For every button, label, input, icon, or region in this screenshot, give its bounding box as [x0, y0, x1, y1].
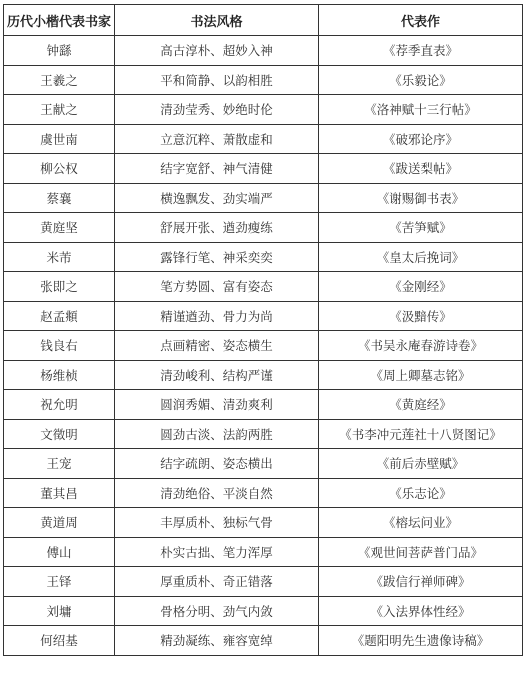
calligraphy-style: 立意沉粹、萧散虚和 [115, 124, 319, 154]
representative-work: 《破邪论序》 [319, 124, 523, 154]
table-row [4, 95, 523, 125]
representative-work: 《跋信行禅师碑》 [319, 567, 523, 597]
representative-work: 《谢赐御书表》 [319, 183, 523, 213]
calligraphy-style: 朴实古拙、笔力浑厚 [115, 537, 319, 567]
table-row [4, 449, 523, 479]
representative-work: 《乐志论》 [319, 478, 523, 508]
calligrapher-name: 王宠 [4, 449, 115, 479]
representative-work: 《乐毅论》 [319, 65, 523, 95]
representative-work: 《观世间菩萨普门品》 [319, 537, 523, 567]
calligrapher-name: 张即之 [4, 272, 115, 302]
table-row [4, 272, 523, 302]
calligrapher-name: 王羲之 [4, 65, 115, 95]
calligrapher-name: 蔡襄 [4, 183, 115, 213]
representative-work: 《题阳明先生遗像诗稿》 [319, 626, 523, 656]
table-row [4, 65, 523, 95]
table-row [4, 301, 523, 331]
calligraphy-style: 圆劲古淡、法韵两胜 [115, 419, 319, 449]
table-row [4, 154, 523, 184]
calligraphy-style: 清劲莹秀、妙绝时伦 [115, 95, 319, 125]
calligraphy-style: 精谨遒劲、骨力为尚 [115, 301, 319, 331]
table-row [4, 124, 523, 154]
representative-work: 《书李冲元莲社十八贤图记》 [319, 419, 523, 449]
calligrapher-name: 黄道周 [4, 508, 115, 538]
calligrapher-name: 刘墉 [4, 596, 115, 626]
calligraphy-style: 丰厚质朴、独标气骨 [115, 508, 319, 538]
calligrapher-name: 钟繇 [4, 36, 115, 66]
representative-work: 《洛神赋十三行帖》 [319, 95, 523, 125]
table-row [4, 537, 523, 567]
calligraphy-style: 骨格分明、劲气内敛 [115, 596, 319, 626]
header-calligrapher: 历代小楷代表书家 [4, 5, 115, 36]
calligraphy-style: 结字疏朗、姿态横出 [115, 449, 319, 479]
representative-work: 《荐季直表》 [319, 36, 523, 66]
table-row [4, 242, 523, 272]
table-row [4, 567, 523, 597]
calligraphy-style: 精劲凝练、雍容宽绰 [115, 626, 319, 656]
calligrapher-name: 柳公权 [4, 154, 115, 184]
calligraphy-style: 结字宽舒、神气清健 [115, 154, 319, 184]
table-row [4, 626, 523, 656]
table-row [4, 478, 523, 508]
calligraphy-style: 舒展开张、遒劲瘦练 [115, 213, 319, 243]
table-row [4, 390, 523, 420]
calligraphy-style: 横逸飘发、劲实端严 [115, 183, 319, 213]
representative-work: 《书吴永庵春游诗卷》 [319, 331, 523, 361]
table-row [4, 331, 523, 361]
calligrapher-name: 王铎 [4, 567, 115, 597]
calligraphy-style: 圆润秀媚、清劲爽利 [115, 390, 319, 420]
calligraphy-style: 厚重质朴、奇正错落 [115, 567, 319, 597]
calligraphy-style: 清劲绝俗、平淡自然 [115, 478, 319, 508]
calligraphy-style: 点画精密、姿态横生 [115, 331, 319, 361]
calligrapher-name: 傅山 [4, 537, 115, 567]
calligrapher-name: 何绍基 [4, 626, 115, 656]
calligraphy-style: 高古淳朴、超妙入神 [115, 36, 319, 66]
representative-work: 《苦笋赋》 [319, 213, 523, 243]
calligraphy-style: 笔方势圆、富有姿态 [115, 272, 319, 302]
table-row [4, 508, 523, 538]
calligrapher-name: 文徵明 [4, 419, 115, 449]
table-row [4, 596, 523, 626]
representative-work: 《金刚经》 [319, 272, 523, 302]
calligrapher-name: 王献之 [4, 95, 115, 125]
calligraphers-table [3, 4, 523, 656]
calligrapher-name: 杨维桢 [4, 360, 115, 390]
representative-work: 《周上卿墓志铭》 [319, 360, 523, 390]
calligraphy-style: 露锋行笔、神采奕奕 [115, 242, 319, 272]
calligrapher-name: 祝允明 [4, 390, 115, 420]
table-row [4, 360, 523, 390]
table-row [4, 419, 523, 449]
table-row [4, 36, 523, 66]
representative-work: 《榕坛问业》 [319, 508, 523, 538]
table-header-row [4, 5, 523, 36]
table-row [4, 213, 523, 243]
representative-work: 《跋送梨帖》 [319, 154, 523, 184]
calligrapher-name: 虞世南 [4, 124, 115, 154]
calligrapher-name: 董其昌 [4, 478, 115, 508]
representative-work: 《前后赤壁赋》 [319, 449, 523, 479]
table-row [4, 183, 523, 213]
calligrapher-name: 赵孟頫 [4, 301, 115, 331]
representative-work: 《入法界体性经》 [319, 596, 523, 626]
calligraphy-style: 平和简静、以韵相胜 [115, 65, 319, 95]
calligrapher-name: 钱良右 [4, 331, 115, 361]
header-style: 书法风格 [115, 5, 319, 36]
header-representative-work: 代表作 [319, 5, 523, 36]
calligraphy-style: 清劲峻利、结构严谨 [115, 360, 319, 390]
representative-work: 《黄庭经》 [319, 390, 523, 420]
calligrapher-name: 米芾 [4, 242, 115, 272]
representative-work: 《汲黯传》 [319, 301, 523, 331]
representative-work: 《皇太后挽词》 [319, 242, 523, 272]
calligrapher-name: 黄庭坚 [4, 213, 115, 243]
